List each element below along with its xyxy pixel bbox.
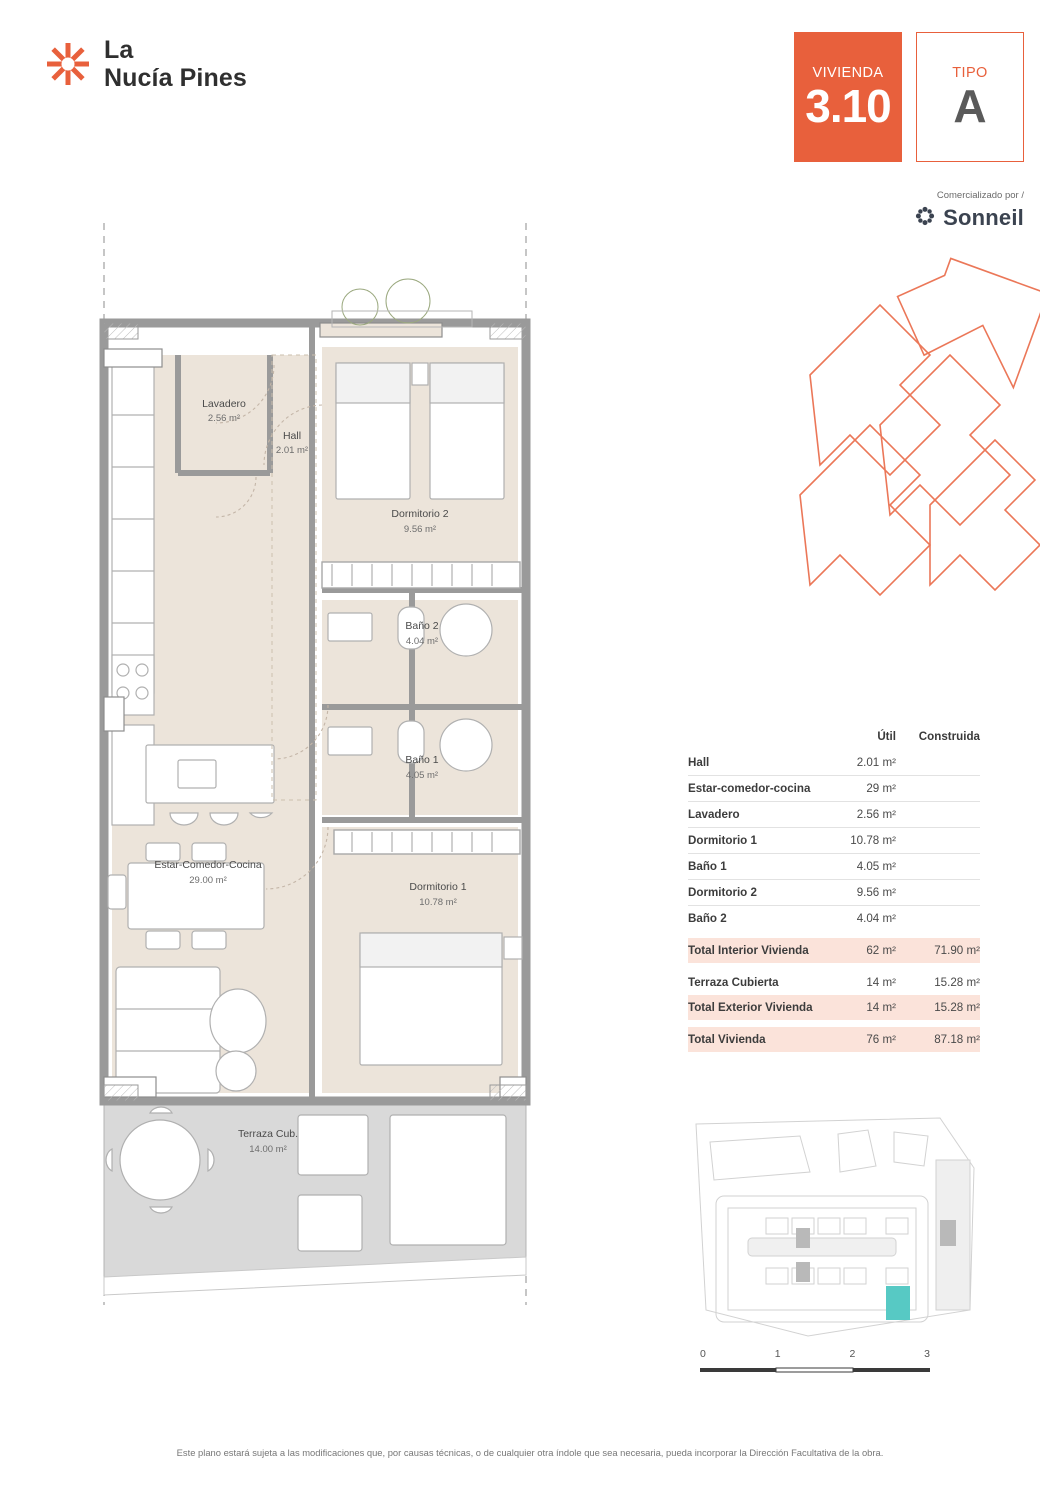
row-util: 29 m²	[830, 776, 902, 802]
row-name: Dormitorio 2	[688, 880, 830, 906]
areas-table	[688, 730, 980, 1052]
row-util: 4.05 m²	[830, 854, 902, 880]
table-row-total-exterior	[688, 995, 980, 1020]
room-label-hall: Hall	[282, 430, 302, 442]
table-row	[688, 750, 980, 776]
row-name: Lavadero	[688, 802, 830, 828]
brand-line-1: La	[104, 36, 134, 64]
scale-bar	[700, 1348, 930, 1381]
asterisk-watermark-icon	[780, 255, 1040, 645]
footer-disclaimer: Este plano estará sujeta a las modificaciones que, por causas técnicas, o de cualquier otra índole que sea necesaria, pueda incorporar la Dirección Facultativa de la obra.	[176, 1447, 884, 1458]
table-header-row	[688, 730, 980, 750]
brand-name	[104, 36, 247, 92]
row-construida	[902, 906, 980, 932]
floor-plan-drawing	[60, 215, 600, 1325]
table-row	[688, 854, 980, 880]
row-construida	[902, 802, 980, 828]
room-label-estar: Estar-Comedor-Cocina	[154, 859, 262, 871]
row-util: 76 m²	[830, 1027, 902, 1052]
brand-line-2: Nucía Pines	[104, 64, 247, 92]
site-location-map	[688, 1110, 980, 1340]
scale-tick-1: 1	[774, 1348, 781, 1360]
room-label-bano1: Baño 1	[405, 754, 439, 766]
room-label-lavadero: Lavadero	[202, 398, 246, 410]
room-label-dormitorio2: Dormitorio 2	[391, 508, 449, 520]
scale-tick-2: 2	[849, 1348, 856, 1360]
row-name: Estar-comedor-cocina	[688, 776, 830, 802]
site-highlight-unit	[886, 1286, 910, 1320]
badge-vivienda	[794, 32, 902, 162]
scale-tick-0: 0	[700, 1348, 706, 1360]
room-label-dormitorio1: Dormitorio 1	[409, 881, 467, 893]
table-row	[688, 828, 980, 854]
table-row-total-vivienda	[688, 1027, 980, 1052]
scale-bar-graphic	[700, 1366, 930, 1376]
room-area-bano2: 4.04 m²	[405, 636, 439, 647]
room-area-dormitorio1: 10.78 m²	[419, 897, 457, 908]
row-name: Total Vivienda	[688, 1027, 830, 1052]
row-util: 9.56 m²	[830, 880, 902, 906]
header-room	[688, 730, 830, 750]
room-area-terraza: 14.00 m²	[249, 1144, 287, 1155]
row-util: 2.01 m²	[830, 750, 902, 776]
badge-tipo	[916, 32, 1024, 162]
row-name: Baño 2	[688, 912, 727, 925]
table-row	[688, 776, 980, 802]
row-name: Terraza Cubierta	[688, 976, 779, 989]
unit-badges	[794, 32, 1024, 162]
row-construida: 15.28 m²	[902, 995, 980, 1020]
badge-vivienda-number: 3.10	[805, 80, 891, 132]
row-construida	[902, 854, 980, 880]
badge-vivienda-label: VIVIENDA	[812, 65, 884, 81]
row-util: 4.04 m²	[856, 912, 896, 925]
row-name: Hall	[688, 750, 830, 776]
row-construida	[902, 750, 980, 776]
brand-logo	[46, 36, 247, 92]
table-row-terraza	[688, 970, 980, 995]
row-name: Total Interior Vivienda	[688, 938, 830, 963]
row-construida	[902, 776, 980, 802]
row-util: 2.56 m²	[830, 802, 902, 828]
room-area-estar: 29.00 m²	[189, 875, 227, 886]
sonneil-flower-icon	[915, 206, 935, 231]
room-label-bano2: Baño 2	[405, 620, 439, 632]
header-util: Útil	[877, 730, 896, 743]
room-label-terraza: Terraza Cub.	[237, 1128, 299, 1140]
row-name: Total Exterior Vivienda	[688, 995, 830, 1020]
row-name: Baño 1	[688, 854, 830, 880]
commercialized-by	[784, 190, 1024, 231]
room-area-hall: 2.01 m²	[275, 445, 309, 456]
header-construida: Construida	[918, 730, 980, 743]
row-construida	[902, 828, 980, 854]
row-util: 14 m²	[830, 995, 902, 1020]
table-row	[688, 906, 980, 932]
room-area-dormitorio2: 9.56 m²	[403, 524, 437, 535]
commercial-brand-name: Sonneil	[943, 205, 1024, 230]
row-util: 62 m²	[830, 938, 902, 963]
row-name: Dormitorio 1	[688, 828, 830, 854]
badge-tipo-letter: A	[953, 80, 987, 132]
row-util: 10.78 m²	[830, 828, 902, 854]
row-construida	[902, 880, 980, 906]
asterisk-logo-icon	[46, 42, 90, 86]
badge-tipo-label: TIPO	[952, 65, 988, 81]
table-row	[688, 880, 980, 906]
commercialized-label: Comercializado por /	[936, 190, 1024, 201]
row-util: 14 m²	[866, 976, 896, 989]
table-row-total-interior	[688, 938, 980, 963]
room-area-bano1: 4.05 m²	[405, 770, 439, 781]
table-row	[688, 802, 980, 828]
row-construida: 15.28 m²	[934, 976, 980, 989]
room-area-lavadero: 2.56 m²	[207, 413, 241, 424]
row-construida: 71.90 m²	[902, 938, 980, 963]
row-construida: 87.18 m²	[902, 1027, 980, 1052]
scale-tick-3: 3	[924, 1348, 930, 1360]
